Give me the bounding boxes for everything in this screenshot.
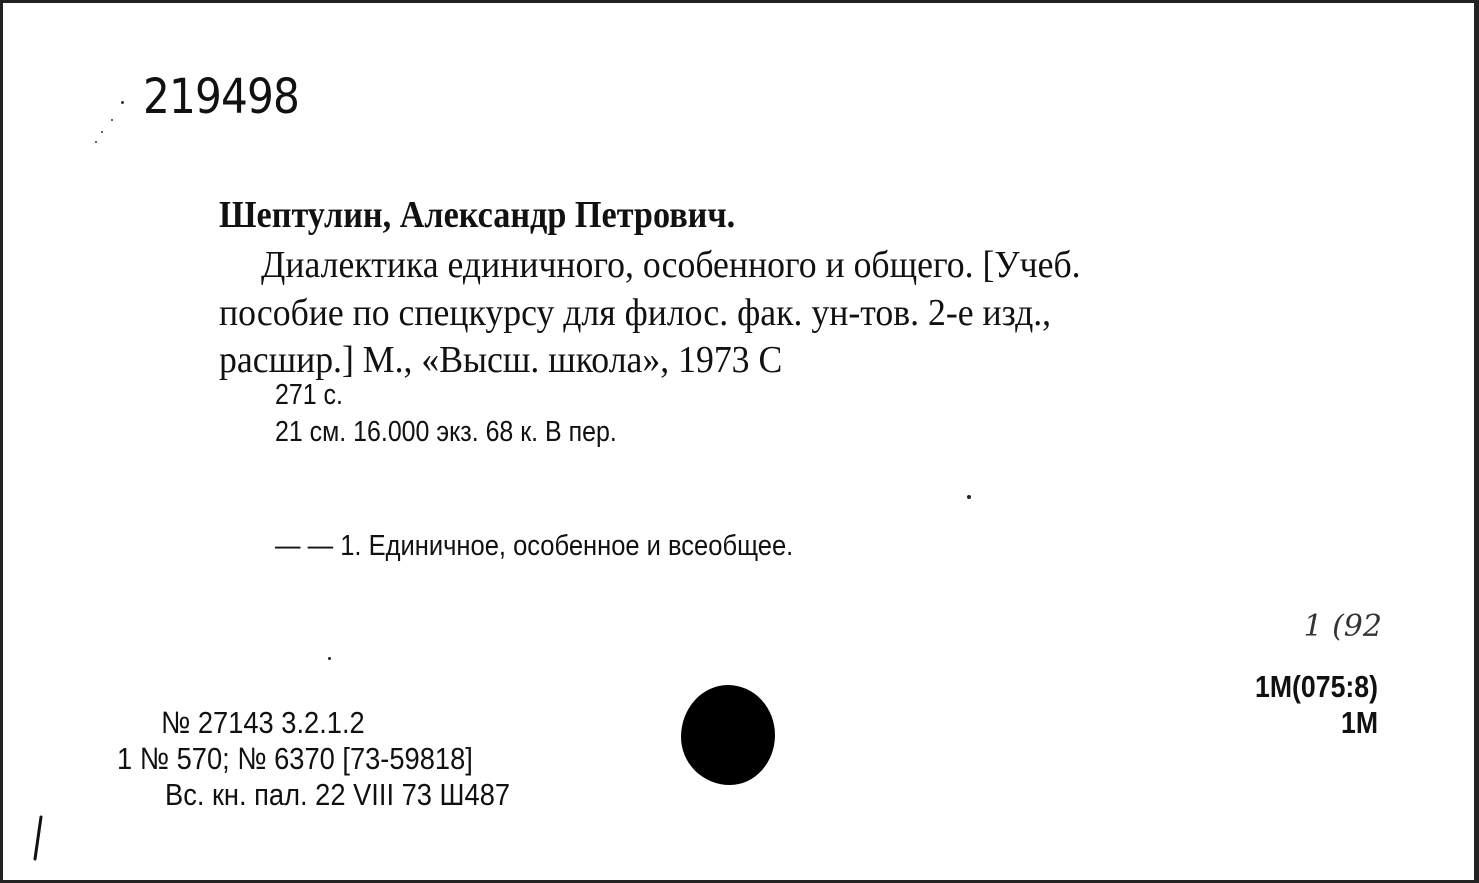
ink-speck [111, 119, 113, 121]
subject-heading: — — 1. Единичное, особенное и всеобщее. [275, 530, 794, 562]
classification-index: 1М(075:8) [1255, 669, 1378, 704]
handwritten-mark: 1 (92 [1303, 609, 1382, 644]
record-references: 1 № 570; № 6370 [73-59818] [117, 741, 473, 776]
inventory-number: 219498 [143, 69, 299, 125]
record-number: № 27143 3.2.1.2 [161, 705, 365, 740]
print-dot [328, 657, 331, 660]
physical-description: 21 см. 16.000 экз. 68 к. В пер. [275, 416, 617, 448]
page-count: 271 с. [275, 379, 343, 411]
pen-stroke [29, 815, 45, 861]
print-dot [967, 495, 971, 499]
ink-speck [121, 101, 124, 104]
title-line-3: расшир.] М., «Высш. школа», 1973 С [219, 339, 783, 381]
author-heading: Шептулин, Александр Петрович. [219, 194, 736, 236]
classification-index-secondary: 1М [1340, 705, 1378, 740]
ink-speck [95, 141, 97, 143]
title-line-2: пособие по спецкурсу для филос. фак. ун-тов. 2-е изд., [219, 292, 1052, 334]
title-line-1: Диалектика единичного, особенного и общего. [Учеб. [261, 244, 1081, 286]
ink-speck [101, 131, 103, 133]
book-chamber-info: Вс. кн. пал. 22 VIII 73 Ш487 [165, 777, 511, 812]
punch-hole [681, 685, 775, 785]
